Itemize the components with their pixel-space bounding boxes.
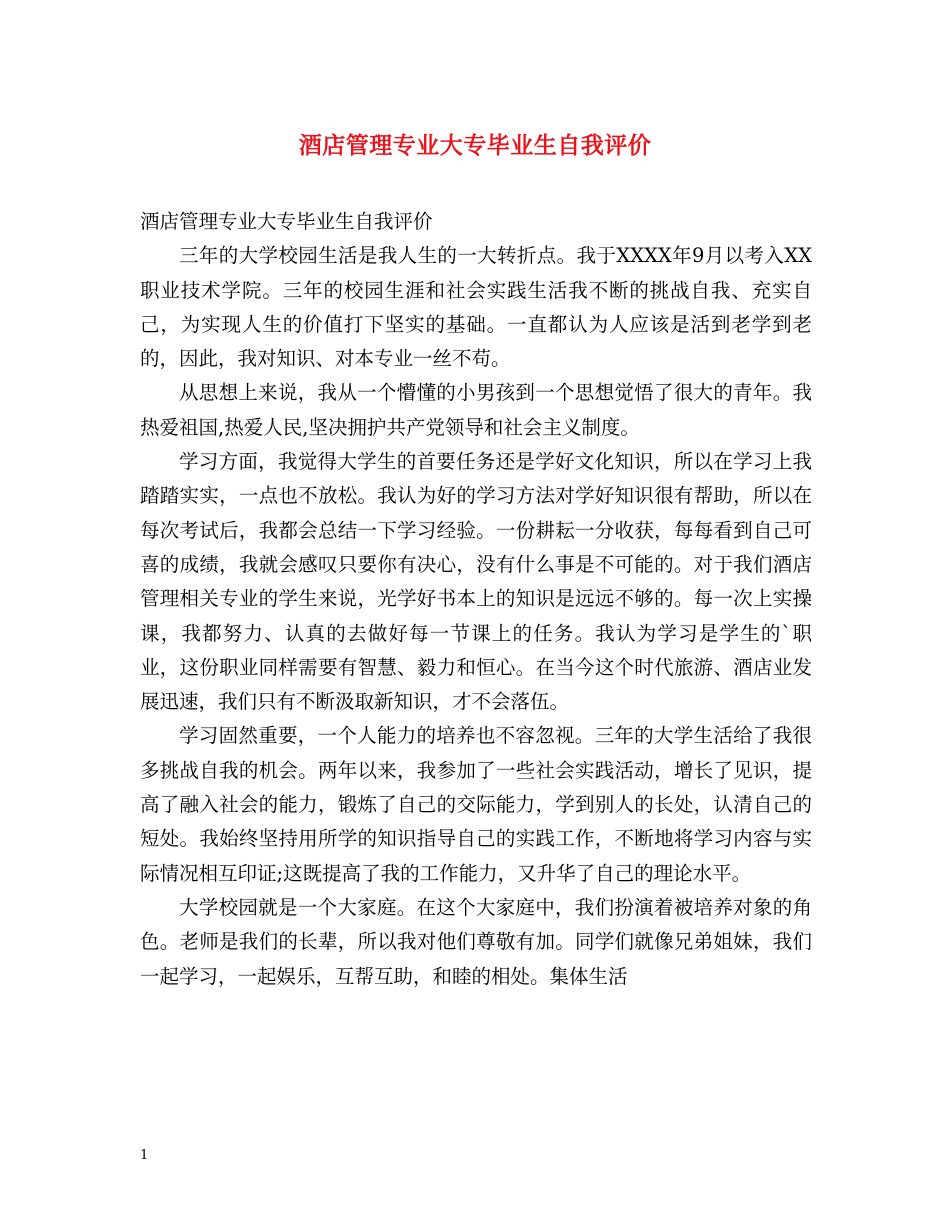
document-body	[140, 205, 812, 994]
paragraph-study: 学习方面，我觉得大学生的首要任务还是学好文化知识，所以在学习上我踏踏实实，一点也不放松。我认为好的学习方法对学好知识很有帮助，所以在每次考试后，我都会总结一下学习经验。一份耕耘一分收获，每每看到自己可喜的成绩，我就会感叹只要你有决心，没有什么事是不可能的。对于我们酒店管理相关专业的学生来说，光学好书本上的知识是远远不够的。每一次上实操课，我都努力、认真的去做好每一节课上的任务。我认为学习是学生的`职业，这份职业同样需要有智慧、毅力和恒心。在当今这个时代旅游、酒店业发展迅速，我们只有不断汲取新知识，才不会落伍。	[140, 450, 812, 714]
paragraph-campus: 大学校园就是一个大家庭。在这个大家庭中，我们扮演着被培养对象的角色。老师是我们的长辈，所以我对他们尊敬有加。同学们就像兄弟姐妹，我们一起学习，一起娱乐，互帮互助，和睦的相处。集体生活	[140, 895, 812, 988]
paragraph-thought: 从思想上来说，我从一个懵懂的小男孩到一个思想觉悟了很大的青年。我热爱祖国,热爱人民,坚决拥护共产党领导和社会主义制度。	[140, 381, 812, 439]
document-title: 酒店管理专业大专毕业生自我评价	[298, 132, 652, 159]
paragraph-intro: 三年的大学校园生活是我人生的一大转折点。我于XXXX年9月以考入XX职业技术学院。三年的校园生涯和社会实践生活我不断的挑战自我、充实自己，为实现人生的价值打下坚实的基础。一直都认为人应该是活到老学到老的，因此，我对知识、对本专业一丝不苟。	[140, 244, 812, 371]
subtitle-paragraph: 酒店管理专业大专毕业生自我评价	[140, 210, 433, 233]
page-number: 1	[140, 1148, 149, 1163]
paragraph-ability: 学习固然重要，一个人能力的培养也不容忽视。三年的大学生活给了我很多挑战自我的机会。两年以来，我参加了一些社会实践活动，增长了见识，提高了融入社会的能力，锻炼了自己的交际能力，学到别人的长处，认清自己的短处。我始终坚持用所学的知识指导自己的实践工作，不断地将学习内容与实际情况相互印证;这既提高了我的工作能力，又升华了自己的理论水平。	[140, 724, 812, 885]
